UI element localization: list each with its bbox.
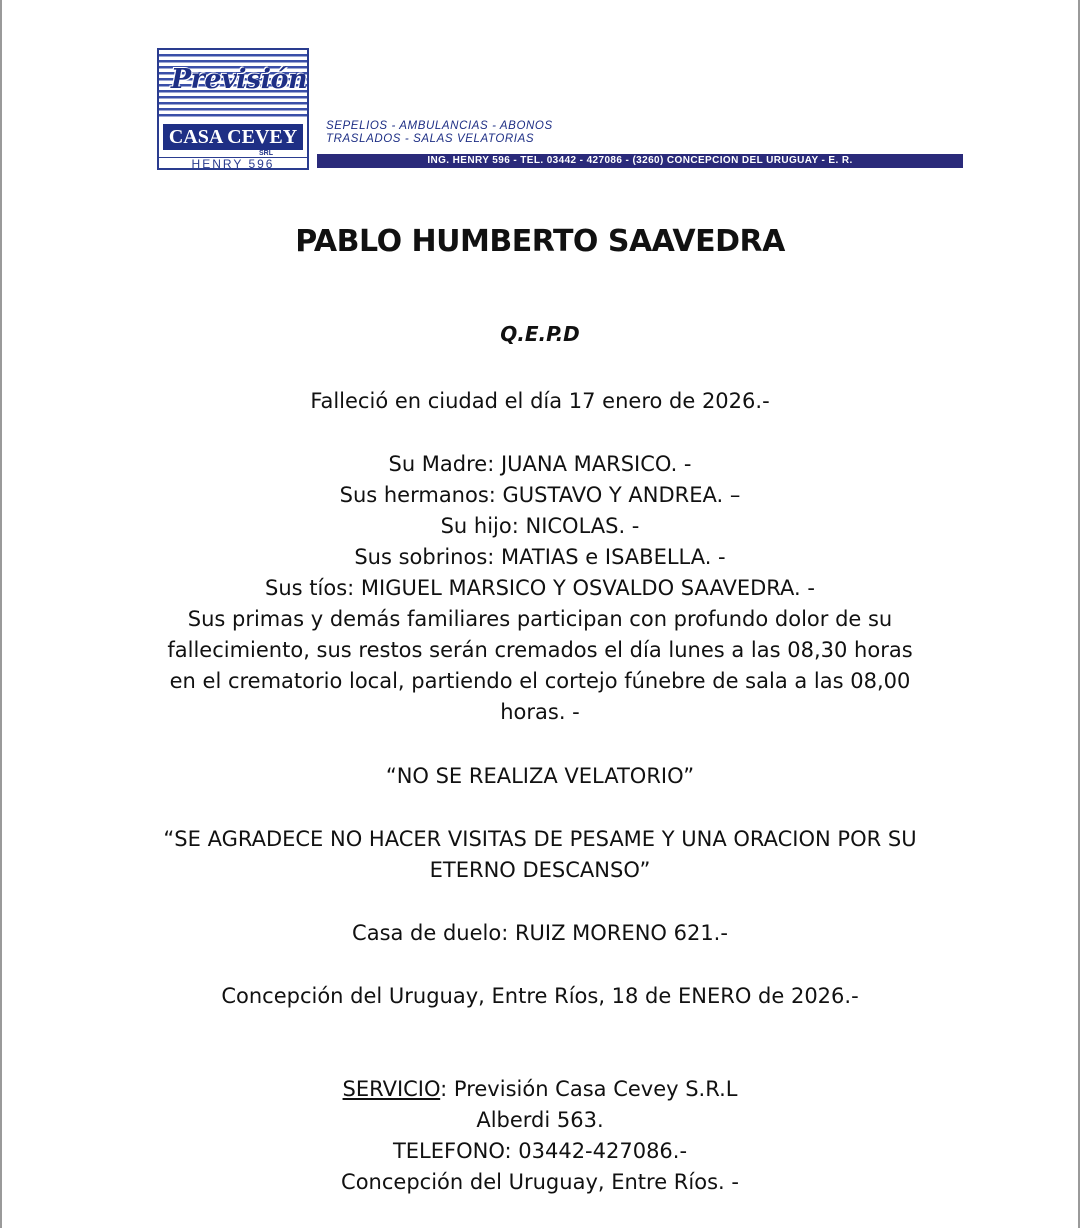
- family-son: Su hijo: NICOLAS. -: [440, 514, 640, 538]
- casa-duelo: Casa de duelo: RUIZ MORENO 621.-: [352, 921, 728, 945]
- services-list: [326, 120, 553, 146]
- service-city: Concepción del Uruguay, Entre Ríos. -: [341, 1170, 739, 1194]
- family-siblings: Sus hermanos: GUSTAVO Y ANDREA. –: [339, 483, 741, 507]
- services-line-2: TRASLADOS - SALAS VELATORIAS: [326, 133, 535, 145]
- service-block: [0, 1074, 1080, 1198]
- family-section: [0, 449, 1080, 728]
- qepd: Q.E.P.D: [500, 322, 580, 346]
- death-line: Falleció en ciudad el día 17 enero de 2026.-: [310, 389, 770, 413]
- service-address: Alberdi 563.: [476, 1108, 604, 1132]
- no-velatorio: “NO SE REALIZA VELATORIO”: [385, 764, 695, 788]
- service-label: SERVICIO: [342, 1077, 441, 1101]
- logo-brand: Previsión: [170, 64, 308, 95]
- family-mother: Su Madre: JUANA MARSICO. -: [388, 452, 692, 476]
- family-uncles: Sus tíos: MIGUEL MARSICO Y OSVALDO SAAVEDRA. -: [265, 576, 815, 600]
- service-phone: TELEFONO: 03442-427086.-: [392, 1139, 688, 1163]
- place-date: Concepción del Uruguay, Entre Ríos, 18 de ENERO de 2026.-: [221, 984, 859, 1008]
- company-logo: [157, 48, 309, 170]
- service-provider-line: [0, 1074, 1080, 1105]
- ceremony-paragraph: Sus primas y demás familiares participan con profundo dolor de su fallecimiento, sus restos serán cremados el día lunes a las 08,30 horas en el crematorio local, partiendo el cortejo fúnebre de sala a las 08,00 horas. -: [167, 607, 913, 724]
- services-line-1: SEPELIOS - AMBULANCIAS - ABONOS: [326, 120, 553, 132]
- agradece-block: [0, 824, 1080, 886]
- contact-bar: ING. HENRY 596 - TEL. 03442 - 427086 - (3260) CONCEPCION DEL URUGUAY - E. R.: [317, 154, 963, 168]
- agradece-text: “SE AGRADECE NO HACER VISITAS DE PESAME Y UNA ORACION POR SU ETERNO DESCANSO”: [163, 827, 917, 882]
- family-nephews: Sus sobrinos: MATIAS e ISABELLA. -: [354, 545, 726, 569]
- logo-address: HENRY 596: [159, 157, 307, 170]
- deceased-name: PABLO HUMBERTO SAAVEDRA: [295, 224, 785, 259]
- logo-company: CASA CEVEY: [163, 124, 303, 150]
- service-provider: : Previsión Casa Cevey S.R.L: [440, 1077, 738, 1101]
- logo-srl: SRL: [259, 150, 273, 157]
